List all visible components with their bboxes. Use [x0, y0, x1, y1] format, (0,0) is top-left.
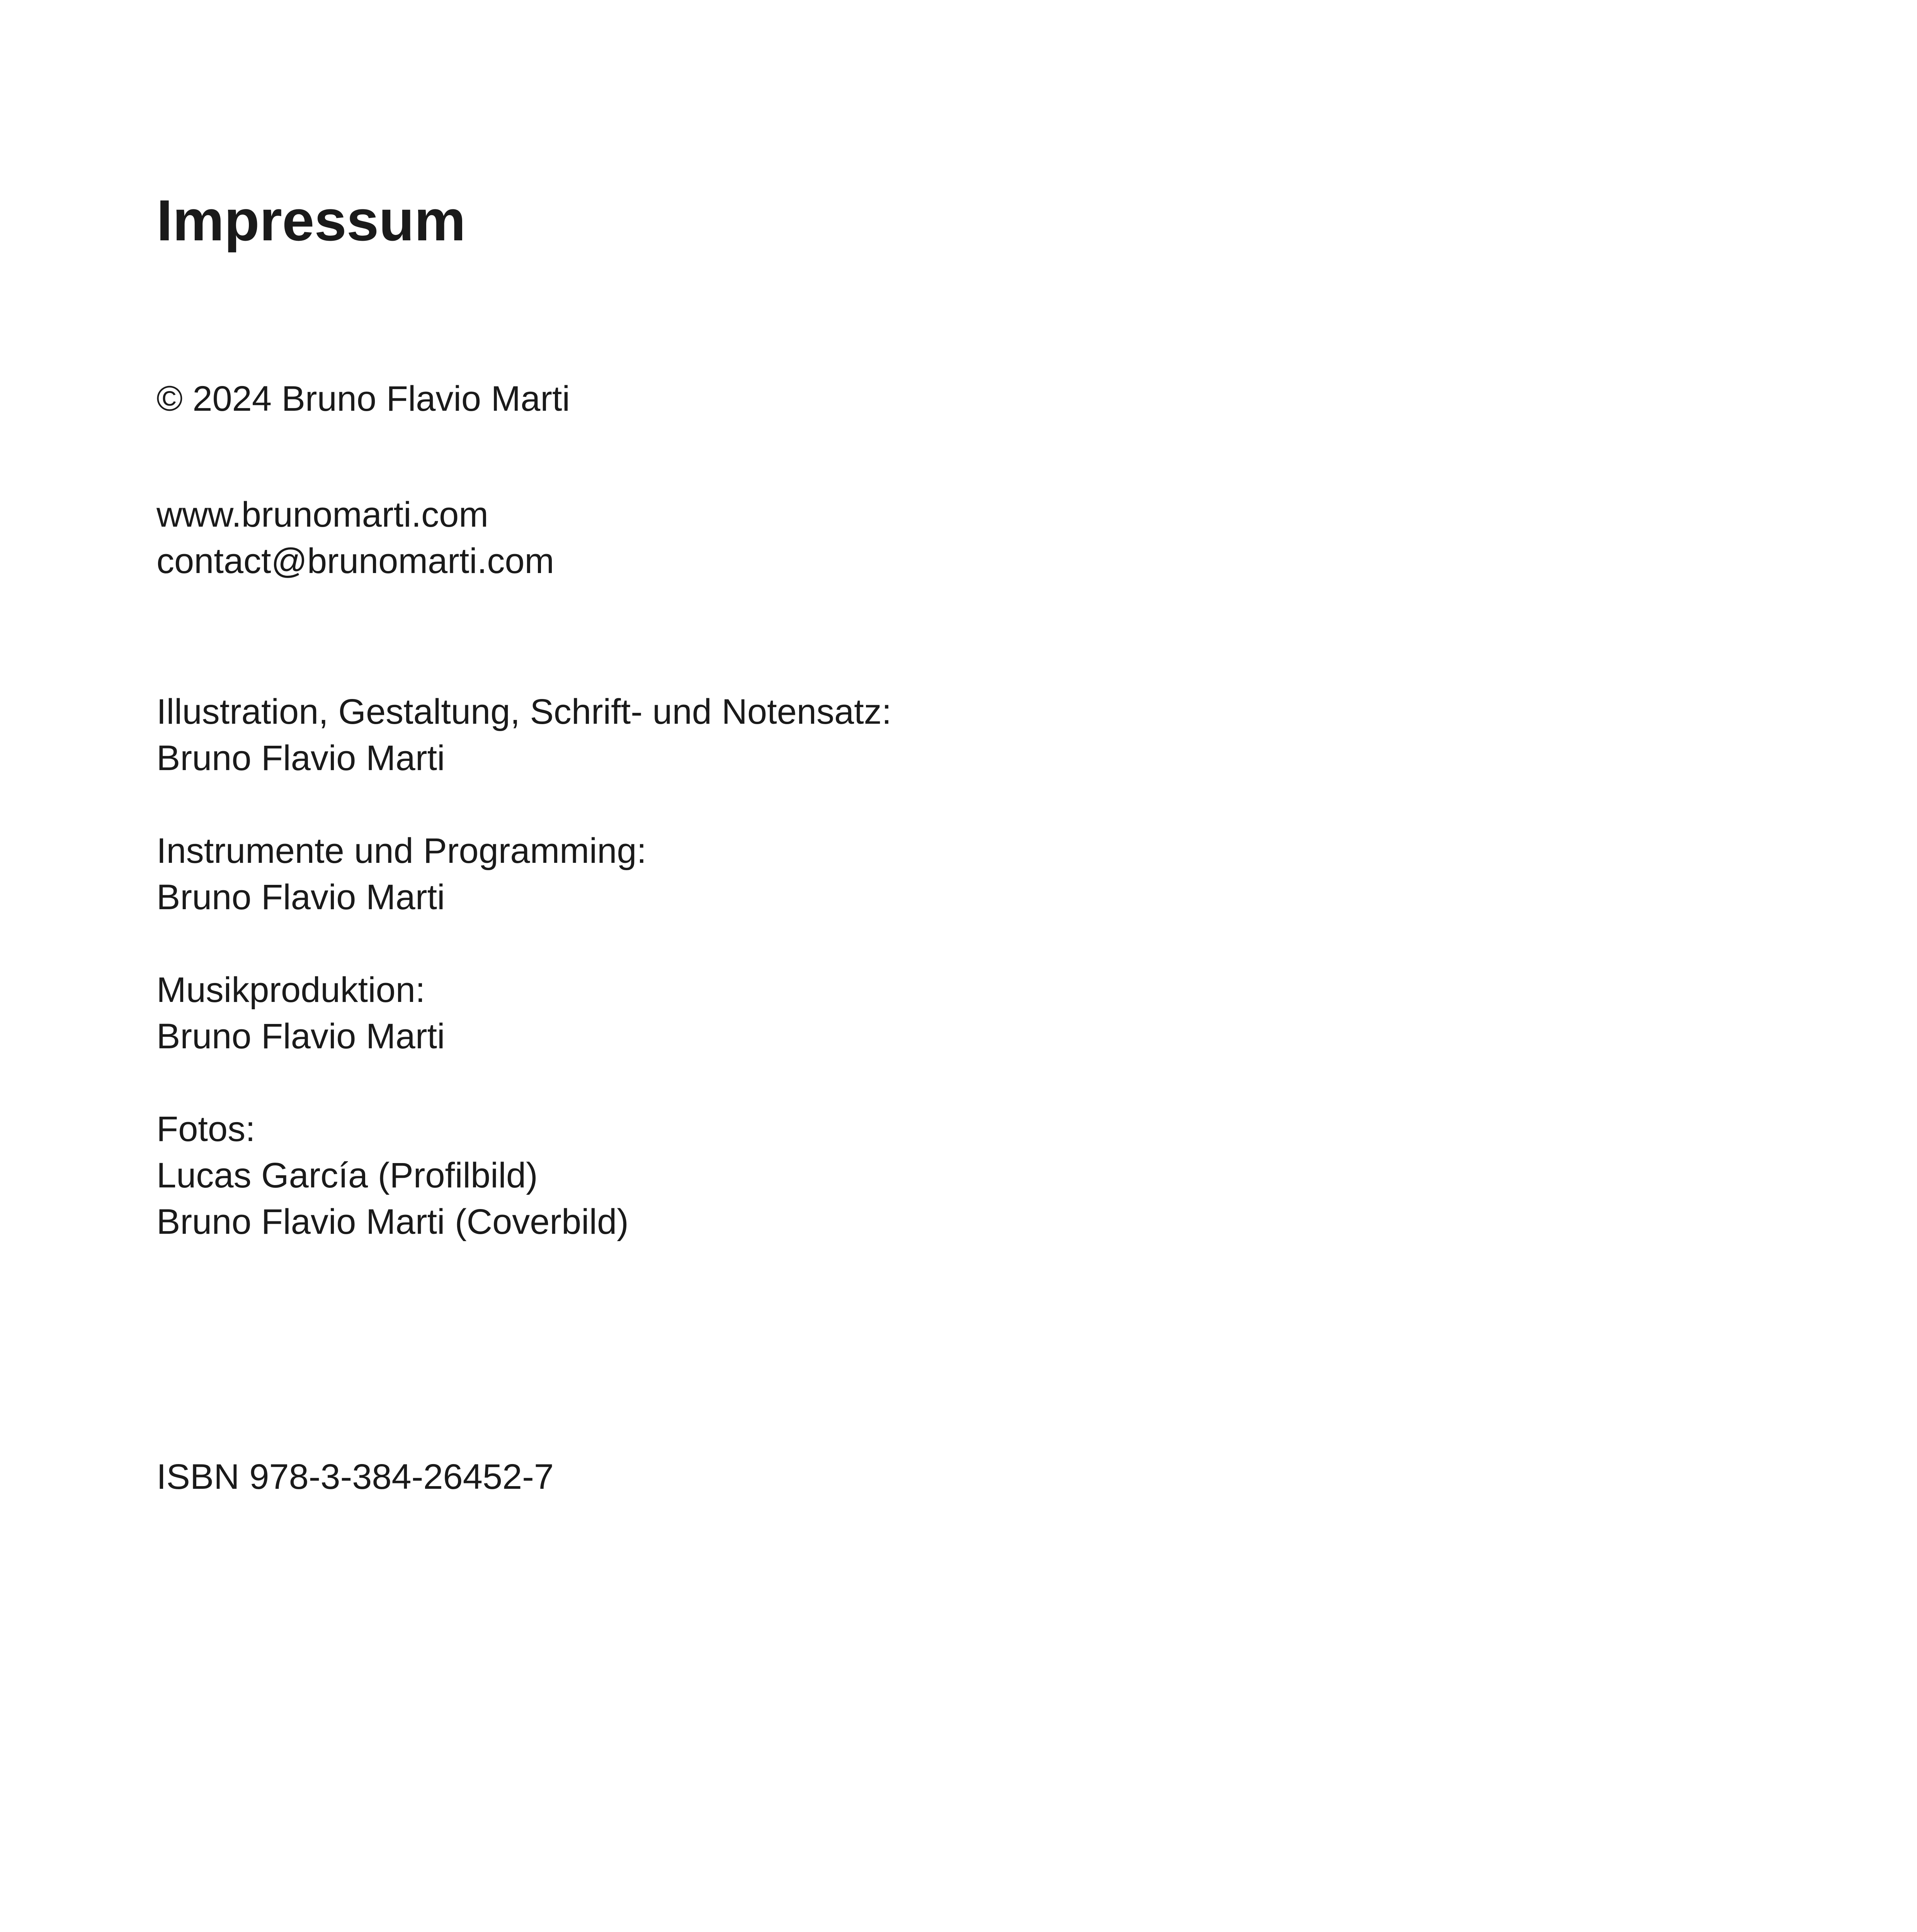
credit-name: Bruno Flavio Marti: [156, 738, 445, 778]
credit-name: Bruno Flavio Marti (Coverbild): [156, 1202, 629, 1242]
credit-photos: [156, 1106, 629, 1245]
credit-music-production: [156, 967, 445, 1060]
isbn-block: [156, 1454, 554, 1500]
credit-name: Lucas García (Profilbild): [156, 1156, 538, 1195]
credit-illustration: [156, 689, 891, 781]
page-title: Impressum: [156, 188, 466, 253]
credit-label: Instrumente und Programming:: [156, 831, 647, 871]
credit-label: Illustration, Gestaltung, Schrift- und Notensatz:: [156, 692, 892, 731]
email-link[interactable]: contact@brunomarti.com: [156, 541, 555, 581]
credit-name: Bruno Flavio Marti: [156, 878, 445, 917]
credit-label: Fotos:: [156, 1109, 255, 1149]
credit-label: Musikproduktion:: [156, 970, 425, 1010]
contact-block: [156, 492, 554, 584]
website-link[interactable]: www.brunomarti.com: [156, 495, 488, 534]
credit-name: Bruno Flavio Marti: [156, 1017, 445, 1056]
copyright-text: © 2024 Bruno Flavio Marti: [156, 379, 570, 418]
credit-instruments: [156, 828, 646, 920]
isbn-number: ISBN 978-3-384-26452-7: [156, 1457, 554, 1497]
copyright-notice: [156, 376, 570, 422]
